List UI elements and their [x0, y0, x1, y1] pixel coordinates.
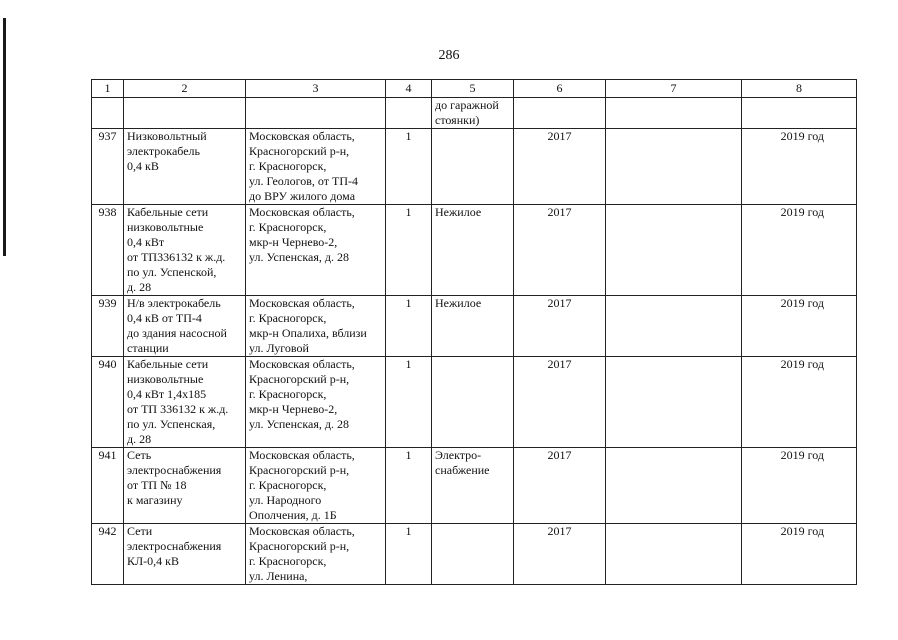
column-header: 1: [92, 80, 124, 98]
object-address: [246, 98, 386, 129]
object-term: 2019 год: [742, 524, 857, 585]
table-row: [92, 524, 857, 585]
object-year: 2017: [514, 524, 606, 585]
column-number-row: [92, 80, 857, 98]
object-term: 2019 год: [742, 448, 857, 524]
table-row: [92, 205, 857, 296]
column-header: 4: [386, 80, 432, 98]
object-col7: [606, 129, 742, 205]
column-header: 7: [606, 80, 742, 98]
object-col7: [606, 98, 742, 129]
column-header: 8: [742, 80, 857, 98]
table-row: [92, 129, 857, 205]
row-number: 938: [92, 205, 124, 296]
table-row: [92, 357, 857, 448]
object-purpose: [432, 129, 514, 205]
object-address: Московская область, Красногорский р-н, г. Красногорск, ул. Ленина,: [246, 524, 386, 585]
object-col7: [606, 524, 742, 585]
row-number: 940: [92, 357, 124, 448]
property-registry-table: [91, 79, 857, 585]
table-row: [92, 98, 857, 129]
column-header: 2: [124, 80, 246, 98]
object-year: 2017: [514, 357, 606, 448]
object-col7: [606, 296, 742, 357]
column-header: 6: [514, 80, 606, 98]
object-year: 2017: [514, 205, 606, 296]
object-address: Московская область, Красногорский р-н, г. Красногорск, ул. Геологов, от ТП-4 до ВРУ жилого дома: [246, 129, 386, 205]
object-name: [124, 98, 246, 129]
object-name: Кабельные сети низковольтные 0,4 кВт от ТП336132 к ж.д. по ул. Успенской, д. 28: [124, 205, 246, 296]
object-quantity: 1: [386, 205, 432, 296]
object-quantity: 1: [386, 129, 432, 205]
object-year: 2017: [514, 448, 606, 524]
object-col7: [606, 448, 742, 524]
object-year: 2017: [514, 296, 606, 357]
row-number: [92, 98, 124, 129]
table-row: [92, 448, 857, 524]
page-number: 286: [438, 48, 460, 63]
object-term: 2019 год: [742, 129, 857, 205]
object-term: 2019 год: [742, 296, 857, 357]
object-quantity: 1: [386, 524, 432, 585]
object-term: [742, 98, 857, 129]
object-purpose: Нежилое: [432, 296, 514, 357]
column-header: 3: [246, 80, 386, 98]
object-name: Низковольтный электрокабель 0,4 кВ: [124, 129, 246, 205]
row-number: 942: [92, 524, 124, 585]
object-address: Московская область, Красногорский р-н, г. Красногорск, ул. Народного Ополчения, д. 1Б: [246, 448, 386, 524]
object-col7: [606, 357, 742, 448]
object-year: [514, 98, 606, 129]
row-number: 939: [92, 296, 124, 357]
object-name: Кабельные сети низковольтные 0,4 кВт 1,4х185 от ТП 336132 к ж.д. по ул. Успенская, д. 28: [124, 357, 246, 448]
object-term: 2019 год: [742, 205, 857, 296]
row-number: 937: [92, 129, 124, 205]
object-purpose: Электро- снабжение: [432, 448, 514, 524]
object-address: Московская область, г. Красногорск, мкр-н Чернево-2, ул. Успенская, д. 28: [246, 205, 386, 296]
object-address: Московская область, г. Красногорск, мкр-н Опалиха, вблизи ул. Луговой: [246, 296, 386, 357]
object-col7: [606, 205, 742, 296]
object-quantity: 1: [386, 357, 432, 448]
column-header: 5: [432, 80, 514, 98]
object-address: Московская область, Красногорский р-н, г. Красногорск, мкр-н Чернево-2, ул. Успенская, д. 28: [246, 357, 386, 448]
object-quantity: 1: [386, 296, 432, 357]
object-quantity: [386, 98, 432, 129]
object-name: Сеть электроснабжения от ТП № 18 к магазину: [124, 448, 246, 524]
row-number: 941: [92, 448, 124, 524]
object-purpose: [432, 357, 514, 448]
object-quantity: 1: [386, 448, 432, 524]
object-term: 2019 год: [742, 357, 857, 448]
table-row: [92, 296, 857, 357]
object-name: Н/в электрокабель 0,4 кВ от ТП-4 до здания насосной станции: [124, 296, 246, 357]
object-year: 2017: [514, 129, 606, 205]
object-name: Сети электроснабжения КЛ-0,4 кВ: [124, 524, 246, 585]
object-purpose: [432, 524, 514, 585]
object-purpose: Нежилое: [432, 205, 514, 296]
object-purpose: до гаражной стоянки): [432, 98, 514, 129]
